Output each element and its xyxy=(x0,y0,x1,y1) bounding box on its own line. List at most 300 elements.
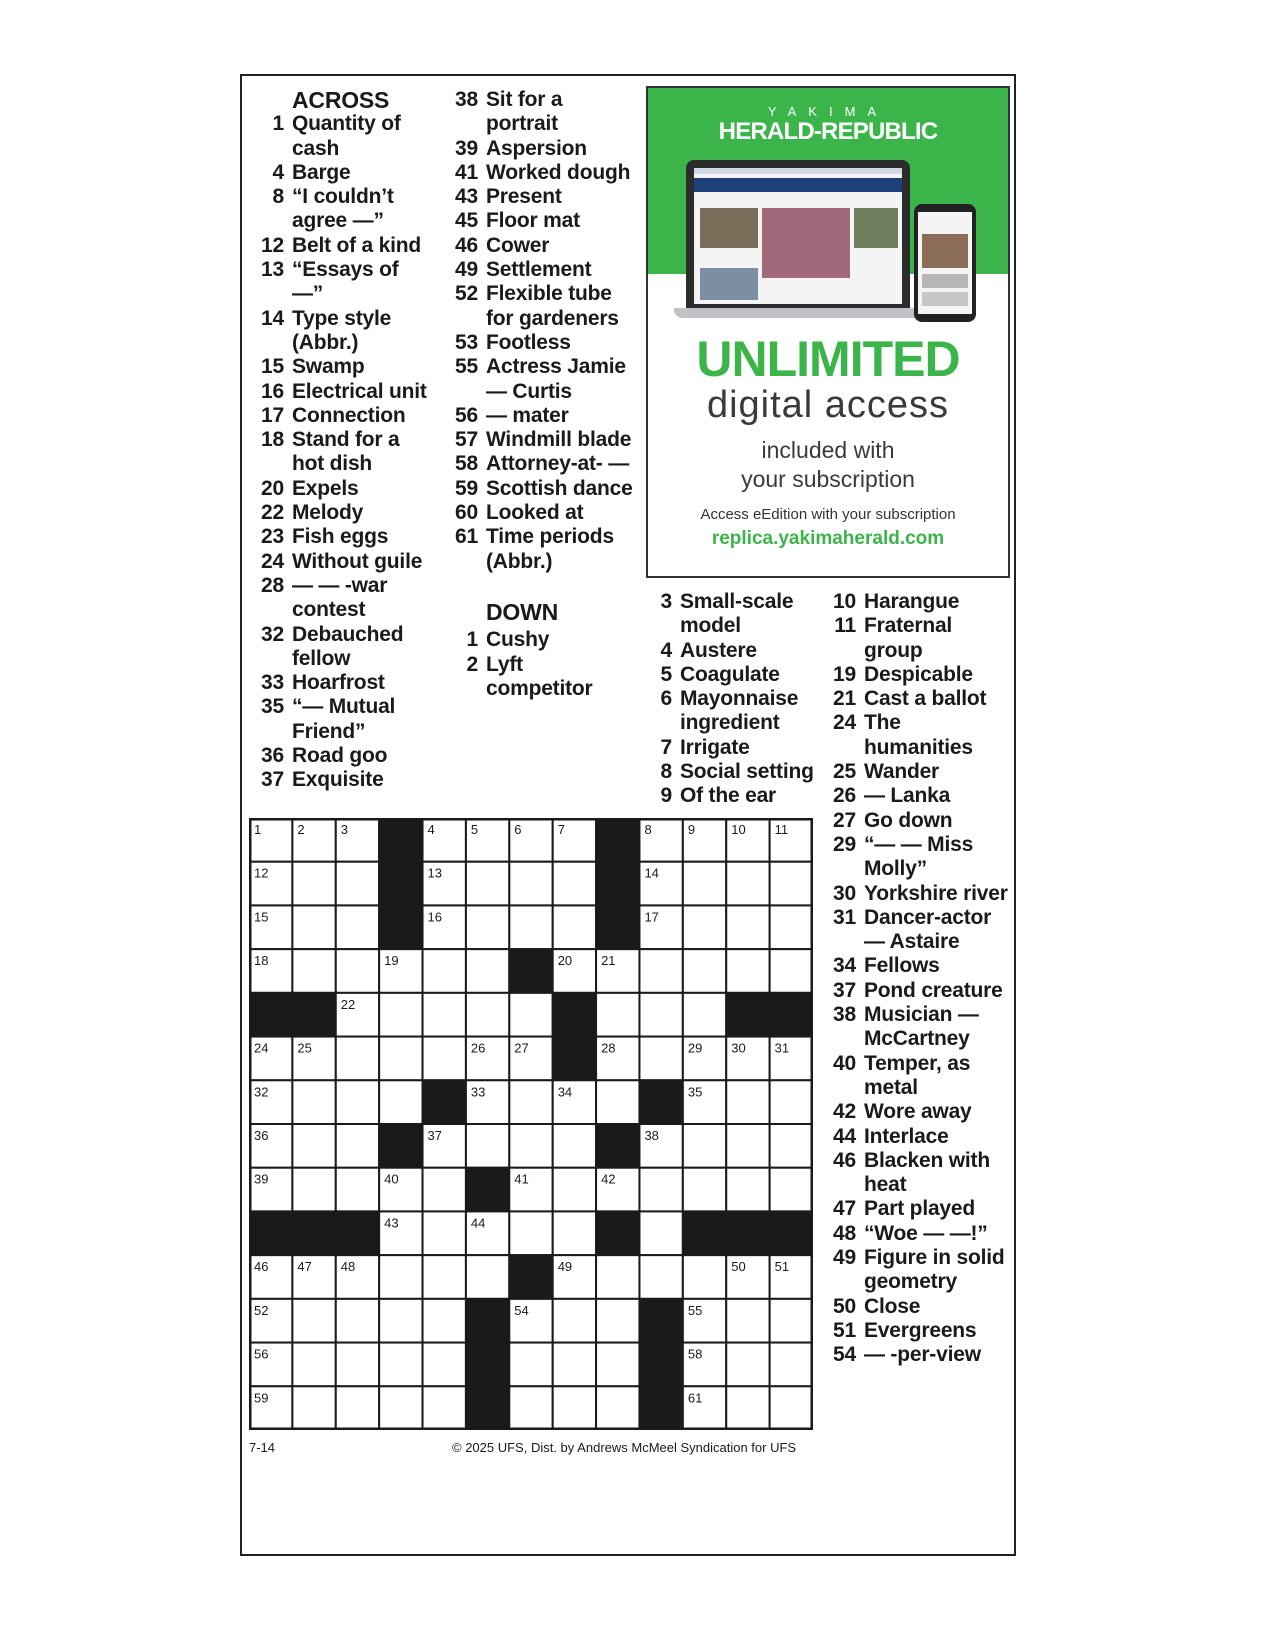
ad-subhead: digital access xyxy=(706,384,950,426)
grid-cell-black xyxy=(379,905,422,949)
grid-cell[interactable] xyxy=(770,1080,813,1124)
clue-item[interactable] xyxy=(250,623,430,672)
grid-cell[interactable] xyxy=(336,949,379,993)
grid-cell[interactable] xyxy=(292,1080,335,1124)
clue-text: “— Mutual Friend” xyxy=(292,695,396,743)
grid-cell-number: 34 xyxy=(557,1084,573,1100)
grid-cell[interactable] xyxy=(466,1124,509,1168)
clue-number: 34 xyxy=(833,954,856,978)
clue-item[interactable] xyxy=(822,954,1010,978)
clue-number: 13 xyxy=(261,258,284,282)
clue-text: Worked dough xyxy=(486,160,631,184)
grid-cell[interactable] xyxy=(639,1168,682,1212)
grid-cell-number: 10 xyxy=(731,822,746,837)
clue-item[interactable] xyxy=(250,355,430,379)
clue-number: 4 xyxy=(660,638,672,662)
clue-number: 46 xyxy=(455,233,478,257)
clue-number: 45 xyxy=(455,209,478,233)
clue-text: Austere xyxy=(680,638,757,662)
grid-cell[interactable] xyxy=(596,1343,639,1387)
grid-cell-number: 8 xyxy=(644,822,652,837)
clue-item[interactable] xyxy=(250,695,430,744)
clue-number: 48 xyxy=(833,1221,856,1245)
clue-text: “— — Miss Molly” xyxy=(864,832,974,881)
clue-text: “I couldn’t agree —” xyxy=(292,185,394,233)
grid-cell[interactable] xyxy=(336,1299,379,1343)
clue-item[interactable] xyxy=(250,380,430,404)
grid-cell[interactable] xyxy=(770,1124,813,1168)
grid-cell[interactable] xyxy=(683,905,726,949)
copyright-notice: © 2025 UFS, Dist. by Andrews McMeel Syndication for UFS xyxy=(452,1440,797,1455)
grid-cell[interactable] xyxy=(466,862,509,906)
clue-item[interactable] xyxy=(822,663,1010,687)
clue-item[interactable] xyxy=(822,1052,1010,1101)
grid-cell-black xyxy=(509,1255,552,1299)
grid-cell[interactable] xyxy=(726,862,769,906)
clue-item[interactable] xyxy=(444,653,634,702)
clue-item[interactable] xyxy=(444,161,634,185)
grid-cell[interactable] xyxy=(509,1386,552,1430)
clue-number: 37 xyxy=(833,978,856,1002)
grid-cell[interactable] xyxy=(423,993,466,1037)
clue-number: 54 xyxy=(833,1343,856,1367)
grid-cell[interactable] xyxy=(553,1386,596,1430)
clue-text: Fish eggs xyxy=(292,525,389,549)
grid-cell-black xyxy=(249,1211,292,1255)
clue-text: Harangue xyxy=(864,590,960,613)
grid-cell[interactable] xyxy=(509,1080,552,1124)
clue-item[interactable] xyxy=(822,1125,1010,1149)
clue-number: 18 xyxy=(261,428,284,452)
grid-cell[interactable] xyxy=(466,1255,509,1299)
grid-cell[interactable] xyxy=(726,1124,769,1168)
grid-cell[interactable] xyxy=(423,1168,466,1212)
grid-cell[interactable] xyxy=(639,1255,682,1299)
grid-cell-number: 4 xyxy=(427,822,435,837)
grid-cell-black xyxy=(639,1080,682,1124)
clue-text: “Woe — —!” xyxy=(864,1221,988,1245)
clue-item[interactable] xyxy=(822,687,1010,711)
clue-item[interactable] xyxy=(822,906,1010,955)
grid-cell[interactable] xyxy=(336,1386,379,1430)
clue-text: Aspersion xyxy=(486,136,587,160)
clue-item[interactable] xyxy=(822,979,1010,1003)
clue-number: 44 xyxy=(833,1124,856,1148)
clue-text: Sit for a portrait xyxy=(486,88,563,136)
grid-cell[interactable] xyxy=(509,905,552,949)
grid-cell[interactable] xyxy=(726,905,769,949)
grid-cell-number: 20 xyxy=(557,953,573,969)
clue-text: Small-scale model xyxy=(680,590,794,638)
grid-cell[interactable] xyxy=(292,905,335,949)
clue-item[interactable] xyxy=(444,331,634,355)
grid-cell-number: 40 xyxy=(384,1171,399,1187)
clue-number: 21 xyxy=(833,687,856,711)
grid-cell[interactable] xyxy=(683,949,726,993)
clue-item[interactable] xyxy=(250,161,430,185)
clue-text: Interlace xyxy=(864,1124,949,1148)
clue-number: 17 xyxy=(261,403,284,427)
clue-number: 35 xyxy=(261,695,284,719)
grid-cell-number: 58 xyxy=(687,1346,703,1362)
clue-number: 26 xyxy=(833,784,856,808)
clue-number: 24 xyxy=(261,549,284,573)
clue-item[interactable] xyxy=(822,809,1010,833)
clue-item[interactable] xyxy=(250,525,430,549)
clue-text: Figure in solid geometry xyxy=(864,1246,1005,1294)
clue-item[interactable] xyxy=(444,355,634,404)
clue-item[interactable] xyxy=(444,185,634,209)
grid-cell[interactable] xyxy=(553,1211,596,1255)
clue-item[interactable] xyxy=(822,711,1010,760)
clue-number: 46 xyxy=(833,1148,856,1172)
clue-number: 43 xyxy=(455,185,478,209)
grid-cell[interactable] xyxy=(553,1343,596,1387)
clue-text: Footless xyxy=(486,330,571,354)
grid-cell[interactable] xyxy=(683,1255,726,1299)
grid-cell-number: 61 xyxy=(687,1390,703,1406)
grid-cell-black xyxy=(596,905,639,949)
grid-cell[interactable] xyxy=(466,949,509,993)
clue-item[interactable] xyxy=(444,628,634,652)
clue-number: 61 xyxy=(455,525,478,549)
grid-cell[interactable] xyxy=(726,1168,769,1212)
grid-cell[interactable] xyxy=(553,862,596,906)
clue-number: 49 xyxy=(455,258,478,282)
grid-cell[interactable] xyxy=(292,1168,335,1212)
clue-text: Floor mat xyxy=(486,209,580,233)
grid-cell-number: 18 xyxy=(254,953,269,969)
clue-item[interactable] xyxy=(250,671,430,695)
grid-cell-black xyxy=(770,1211,813,1255)
clue-text: Blacken with heat xyxy=(864,1148,990,1197)
grid-cell[interactable] xyxy=(379,993,422,1037)
grid-cell-number: 19 xyxy=(384,953,399,969)
clue-text: Dancer-actor — Astaire xyxy=(864,905,992,954)
clue-item[interactable] xyxy=(822,833,1010,882)
grid-cell-number: 21 xyxy=(601,953,616,969)
clue-item[interactable] xyxy=(250,501,430,525)
grid-cell[interactable] xyxy=(509,1124,552,1168)
grid-cell[interactable] xyxy=(639,1211,682,1255)
clue-text: “Essays of —” xyxy=(292,258,399,306)
clue-number: 25 xyxy=(833,760,856,784)
grid-cell[interactable] xyxy=(336,1080,379,1124)
clue-number: 36 xyxy=(261,744,284,768)
grid-cell[interactable] xyxy=(726,949,769,993)
grid-cell[interactable] xyxy=(726,1080,769,1124)
grid-cell[interactable] xyxy=(726,1343,769,1387)
grid-cell[interactable] xyxy=(770,949,813,993)
grid-cell[interactable] xyxy=(509,1211,552,1255)
grid-cell-number: 38 xyxy=(644,1128,659,1143)
clue-item[interactable] xyxy=(638,784,818,808)
clue-text: Irrigate xyxy=(680,735,750,759)
grid-cell[interactable] xyxy=(336,1168,379,1212)
grid-cell[interactable] xyxy=(683,1168,726,1212)
grid-cell-number: 48 xyxy=(340,1259,356,1275)
grid-cell[interactable] xyxy=(336,862,379,906)
grid-cell[interactable] xyxy=(596,1255,639,1299)
clue-text: Musician — McCartney xyxy=(864,1003,979,1051)
clue-number: 51 xyxy=(833,1318,856,1342)
clue-item[interactable] xyxy=(822,1222,1010,1246)
clue-item[interactable] xyxy=(250,428,430,477)
grid-cell[interactable] xyxy=(292,862,335,906)
grid-cell[interactable] xyxy=(292,1343,335,1387)
grid-cell[interactable] xyxy=(596,1386,639,1430)
clue-number: 29 xyxy=(833,832,856,856)
grid-cell-number: 49 xyxy=(557,1259,573,1275)
clue-item[interactable] xyxy=(638,590,818,639)
clue-item[interactable] xyxy=(250,185,430,234)
grid-cell-black xyxy=(596,818,639,862)
grid-cell-black xyxy=(379,1124,422,1168)
clue-text: Electrical unit xyxy=(292,379,427,403)
clue-number: 56 xyxy=(455,403,478,427)
clue-text: Looked at xyxy=(486,501,584,525)
clue-number: 2 xyxy=(466,652,478,676)
ad-kicker: YAKIMA xyxy=(767,104,889,119)
grid-cell[interactable] xyxy=(292,1124,335,1168)
grid-cell-black xyxy=(596,862,639,906)
clue-item[interactable] xyxy=(444,282,634,331)
grid-cell[interactable] xyxy=(639,993,682,1037)
crossword-grid[interactable] xyxy=(249,818,813,1430)
clue-item[interactable] xyxy=(250,404,430,428)
clue-item[interactable] xyxy=(444,88,634,137)
grid-cell-number: 14 xyxy=(644,865,659,881)
grid-cell-number: 30 xyxy=(731,1040,746,1056)
clue-item[interactable] xyxy=(444,137,634,161)
clue-number: 3 xyxy=(660,590,672,613)
clue-item[interactable] xyxy=(250,574,430,623)
grid-cell[interactable] xyxy=(770,862,813,906)
grid-cell[interactable] xyxy=(423,1386,466,1430)
grid-cell[interactable] xyxy=(336,905,379,949)
clue-text: Windmill blade xyxy=(486,428,632,452)
grid-cell[interactable] xyxy=(509,1343,552,1387)
clue-item[interactable] xyxy=(250,234,430,258)
grid-cell[interactable] xyxy=(423,1299,466,1343)
clue-text: Without guile xyxy=(292,549,423,573)
clue-item[interactable] xyxy=(444,452,634,476)
grid-cell[interactable] xyxy=(553,905,596,949)
clue-number: 30 xyxy=(833,881,856,905)
grid-cell[interactable] xyxy=(683,862,726,906)
clue-text: Part played xyxy=(864,1197,976,1221)
clue-item[interactable] xyxy=(638,760,818,784)
grid-cell[interactable] xyxy=(379,1037,422,1081)
clue-number: 8 xyxy=(660,760,672,784)
grid-cell-number: 9 xyxy=(687,822,696,837)
clue-item[interactable] xyxy=(444,404,634,428)
clue-item[interactable] xyxy=(822,1149,1010,1198)
grid-cell-number: 36 xyxy=(254,1128,269,1143)
clue-item[interactable] xyxy=(250,550,430,574)
clue-text: Flexible tube for gardeners xyxy=(486,282,619,330)
grid-cell-number: 23 xyxy=(557,996,573,1012)
clue-text: Melody xyxy=(292,501,364,525)
clue-item[interactable] xyxy=(822,1246,1010,1295)
grid-cell-black xyxy=(596,1124,639,1168)
grid-cell[interactable] xyxy=(770,1386,813,1430)
clue-item[interactable] xyxy=(444,501,634,525)
clue-text: Swamp xyxy=(292,355,365,379)
clue-item[interactable] xyxy=(822,1343,1010,1367)
grid-cell[interactable] xyxy=(596,1299,639,1343)
grid-cell[interactable] xyxy=(423,1343,466,1387)
clue-item[interactable] xyxy=(822,590,1010,614)
grid-cell[interactable] xyxy=(292,1386,335,1430)
clue-number: 59 xyxy=(455,476,478,500)
grid-cell[interactable] xyxy=(423,1255,466,1299)
across-clues-column-1 xyxy=(250,88,430,793)
grid-cell-black xyxy=(292,993,335,1037)
clue-item[interactable] xyxy=(638,663,818,687)
clue-item[interactable] xyxy=(822,784,1010,808)
grid-cell[interactable] xyxy=(639,949,682,993)
clue-item[interactable] xyxy=(250,112,430,161)
clue-item[interactable] xyxy=(250,307,430,356)
clue-number: 11 xyxy=(834,614,856,638)
clue-text: Evergreens xyxy=(864,1318,977,1342)
ad-url-link[interactable]: replica.yakimaherald.com xyxy=(711,528,945,549)
clue-number: 37 xyxy=(261,768,284,792)
grid-cell-number: 27 xyxy=(514,1040,529,1056)
grid-cell[interactable] xyxy=(726,1299,769,1343)
clue-item[interactable] xyxy=(638,639,818,663)
grid-cell[interactable] xyxy=(770,1343,813,1387)
clue-number: 50 xyxy=(833,1294,856,1318)
clue-item[interactable] xyxy=(444,209,634,233)
down-clues-column-3 xyxy=(822,590,1010,1368)
grid-cell[interactable] xyxy=(379,1080,422,1124)
clue-text: Fellows xyxy=(864,954,940,978)
grid-cell-number: 57 xyxy=(470,1346,486,1362)
grid-cell[interactable] xyxy=(509,993,552,1037)
grid-cell[interactable] xyxy=(379,1343,422,1387)
clue-text: Actress Jamie — Curtis xyxy=(486,355,626,403)
grid-cell-number: 1 xyxy=(254,822,262,837)
grid-cell-black xyxy=(726,1211,769,1255)
clue-item[interactable] xyxy=(822,760,1010,784)
grid-cell-number: 24 xyxy=(254,1040,269,1056)
grid-cell[interactable] xyxy=(423,1211,466,1255)
grid-cell[interactable] xyxy=(596,993,639,1037)
grid-cell[interactable] xyxy=(336,1124,379,1168)
grid-cell-number: 3 xyxy=(340,822,349,837)
clue-text: Attorney-at- — xyxy=(486,452,630,476)
clue-number: 42 xyxy=(833,1100,856,1124)
clue-text: — mater xyxy=(486,403,569,427)
clue-item[interactable] xyxy=(444,258,634,282)
grid-cell[interactable] xyxy=(553,1124,596,1168)
grid-cell-number: 53 xyxy=(470,1302,486,1318)
grid-cell-black xyxy=(336,1211,379,1255)
grid-cell[interactable] xyxy=(553,1299,596,1343)
grid-cell[interactable] xyxy=(770,1168,813,1212)
ad-headline: UNLIMITED xyxy=(696,331,960,387)
clue-text: Present xyxy=(486,185,562,209)
grid-cell[interactable] xyxy=(423,1037,466,1081)
grid-cell[interactable] xyxy=(770,905,813,949)
grid-cell[interactable] xyxy=(379,1386,422,1430)
grid-cell[interactable] xyxy=(683,1124,726,1168)
clue-text: Cower xyxy=(486,233,550,257)
clue-item[interactable] xyxy=(822,1197,1010,1221)
clue-item[interactable] xyxy=(822,614,1010,663)
grid-cell-number: 25 xyxy=(297,1040,312,1056)
clue-number: 9 xyxy=(660,784,672,808)
clue-text: Scottish dance xyxy=(486,476,633,500)
clue-number: 28 xyxy=(261,573,284,597)
grid-cell[interactable] xyxy=(770,1299,813,1343)
clue-item[interactable] xyxy=(822,1295,1010,1319)
grid-cell[interactable] xyxy=(292,949,335,993)
clue-item[interactable] xyxy=(250,477,430,501)
clue-item[interactable] xyxy=(444,234,634,258)
grid-cell[interactable] xyxy=(726,1386,769,1430)
clue-item[interactable] xyxy=(822,1003,1010,1052)
grid-cell-number: 6 xyxy=(514,822,522,837)
clue-item[interactable] xyxy=(822,1100,1010,1124)
grid-cell[interactable] xyxy=(423,949,466,993)
grid-cell-black xyxy=(770,993,813,1037)
clue-number: 4 xyxy=(272,160,284,184)
clue-item[interactable] xyxy=(444,477,634,501)
clue-item[interactable] xyxy=(250,258,430,307)
clue-number: 14 xyxy=(261,306,284,330)
grid-cell[interactable] xyxy=(639,1037,682,1081)
laptop-illustration xyxy=(674,160,922,320)
clue-text: Temper, as metal xyxy=(864,1051,971,1099)
grid-cell-number: 39 xyxy=(254,1171,269,1187)
grid-cell[interactable] xyxy=(553,1168,596,1212)
across-clues-column-2 xyxy=(444,88,634,574)
clue-number: 39 xyxy=(455,136,478,160)
grid-cell[interactable] xyxy=(336,1037,379,1081)
clue-item[interactable] xyxy=(638,687,818,736)
clue-item[interactable] xyxy=(822,1319,1010,1343)
clue-item[interactable] xyxy=(638,736,818,760)
clue-number: 49 xyxy=(833,1246,856,1270)
grid-cell[interactable] xyxy=(379,1299,422,1343)
grid-cell-number: 32 xyxy=(254,1084,269,1100)
ad-access-text: Access eEdition with your subscription xyxy=(700,506,956,523)
clue-item[interactable] xyxy=(822,882,1010,906)
grid-cell[interactable] xyxy=(596,1080,639,1124)
grid-cell[interactable] xyxy=(292,1299,335,1343)
grid-cell-number: 52 xyxy=(254,1302,269,1318)
grid-cell-number: 7 xyxy=(557,822,565,837)
grid-cell[interactable] xyxy=(379,1255,422,1299)
grid-cell-number: 2 xyxy=(297,822,305,837)
grid-cell-number: 37 xyxy=(427,1128,443,1143)
grid-cell[interactable] xyxy=(466,905,509,949)
subscription-ad xyxy=(646,86,1010,578)
grid-cell[interactable] xyxy=(466,993,509,1037)
grid-cell[interactable] xyxy=(336,1343,379,1387)
grid-cell[interactable] xyxy=(509,862,552,906)
grid-cell[interactable] xyxy=(683,993,726,1037)
clue-item[interactable] xyxy=(250,744,430,768)
clue-item[interactable] xyxy=(444,428,634,452)
clue-item[interactable] xyxy=(250,768,430,792)
clue-item[interactable] xyxy=(444,525,634,574)
grid-cell-number: 29 xyxy=(687,1040,703,1056)
clue-number: 27 xyxy=(833,808,856,832)
